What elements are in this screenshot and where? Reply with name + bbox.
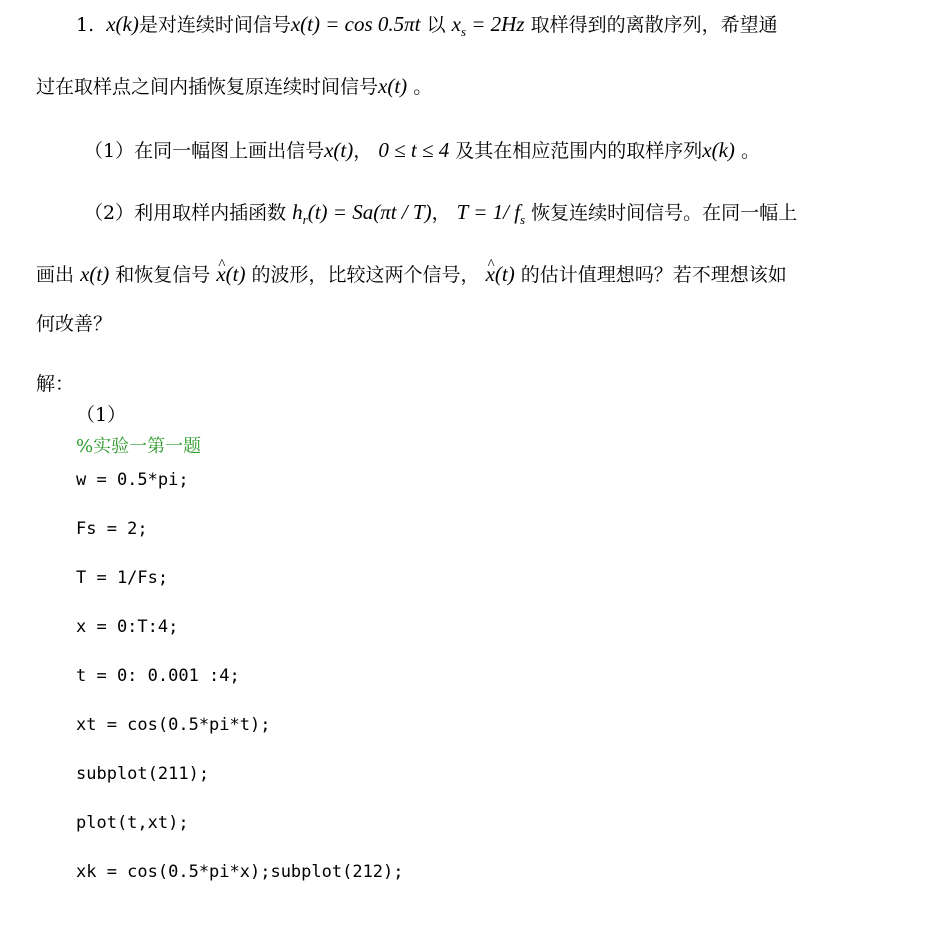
code-comment: %实验一第一题 bbox=[76, 436, 202, 457]
item-label: （2） bbox=[84, 202, 135, 224]
math-range: 0 ≤ t ≤ 4 bbox=[378, 138, 450, 162]
problem-number: 1. bbox=[76, 14, 95, 36]
text: 。 bbox=[413, 76, 433, 98]
math-hr: $h_r(t) = Sa(\pi t / T)$ bbox=[292, 200, 432, 227]
problem-line-4 bbox=[36, 312, 112, 336]
text: 及其在相应范围内的取样序列 bbox=[455, 140, 703, 162]
code-line: Fs = 2; bbox=[76, 519, 148, 539]
math-T-def: T = 1/ $f_s$ bbox=[456, 200, 526, 227]
math-xt-def: x(t) = cos 0.5πt bbox=[290, 12, 421, 36]
text: ， bbox=[431, 202, 451, 224]
code-line: subplot(211); bbox=[76, 764, 210, 784]
text: 。 bbox=[740, 140, 760, 162]
text: 在同一幅图上画出信号 bbox=[134, 140, 325, 162]
text: 过在取样点之间内插恢复原连续时间信号 bbox=[36, 76, 379, 98]
math-xs: $x_s = 2Hz$ bbox=[451, 12, 525, 39]
text: 何改善？ bbox=[36, 313, 113, 335]
solution-label: 解： bbox=[36, 373, 75, 395]
text: 的波形，比较这两个信号， bbox=[251, 264, 480, 286]
code-line: t = 0: 0.001 :4; bbox=[76, 666, 240, 686]
math-xhat: ^ x(t) bbox=[216, 262, 245, 286]
text: 是对连续时间信号 bbox=[138, 14, 291, 36]
code-line: xk = cos(0.5*pi*x);subplot(212); bbox=[76, 862, 404, 882]
code-line: x = 0:T:4; bbox=[76, 617, 179, 637]
code-line: w = 0.5*pi; bbox=[76, 470, 189, 490]
problem-line-2 bbox=[36, 74, 432, 99]
math-xhat: ^ x(t) bbox=[486, 262, 515, 286]
item-label: （1） bbox=[84, 140, 135, 162]
code-line: plot(t,xt); bbox=[76, 813, 189, 833]
math-xt: x(t) bbox=[324, 138, 354, 162]
text: 取样得到的离散序列，希望通 bbox=[530, 14, 778, 36]
text: 画出 bbox=[36, 264, 75, 286]
text: 以 bbox=[426, 14, 446, 36]
text: 的估计值理想吗？若不理想该如 bbox=[520, 264, 787, 286]
solution-part: （1） bbox=[76, 404, 127, 426]
problem-item-2 bbox=[84, 200, 797, 232]
math-xk: x(k) bbox=[702, 138, 735, 162]
math-xt: x(t) bbox=[378, 74, 408, 98]
math-xt: x(t) bbox=[80, 262, 110, 286]
code-line: T = 1/Fs; bbox=[76, 568, 169, 588]
text: 利用取样内插函数 bbox=[134, 202, 287, 224]
problem-line-1 bbox=[76, 12, 778, 44]
code-line: xt = cos(0.5*pi*t); bbox=[76, 715, 271, 735]
text: 和恢复信号 bbox=[115, 264, 211, 286]
problem-item-1 bbox=[84, 138, 760, 163]
text: ， bbox=[353, 140, 373, 162]
math-xk: x(k) bbox=[106, 12, 139, 36]
problem-line-3 bbox=[36, 262, 787, 287]
text: 恢复连续时间信号。在同一幅上 bbox=[531, 202, 798, 224]
